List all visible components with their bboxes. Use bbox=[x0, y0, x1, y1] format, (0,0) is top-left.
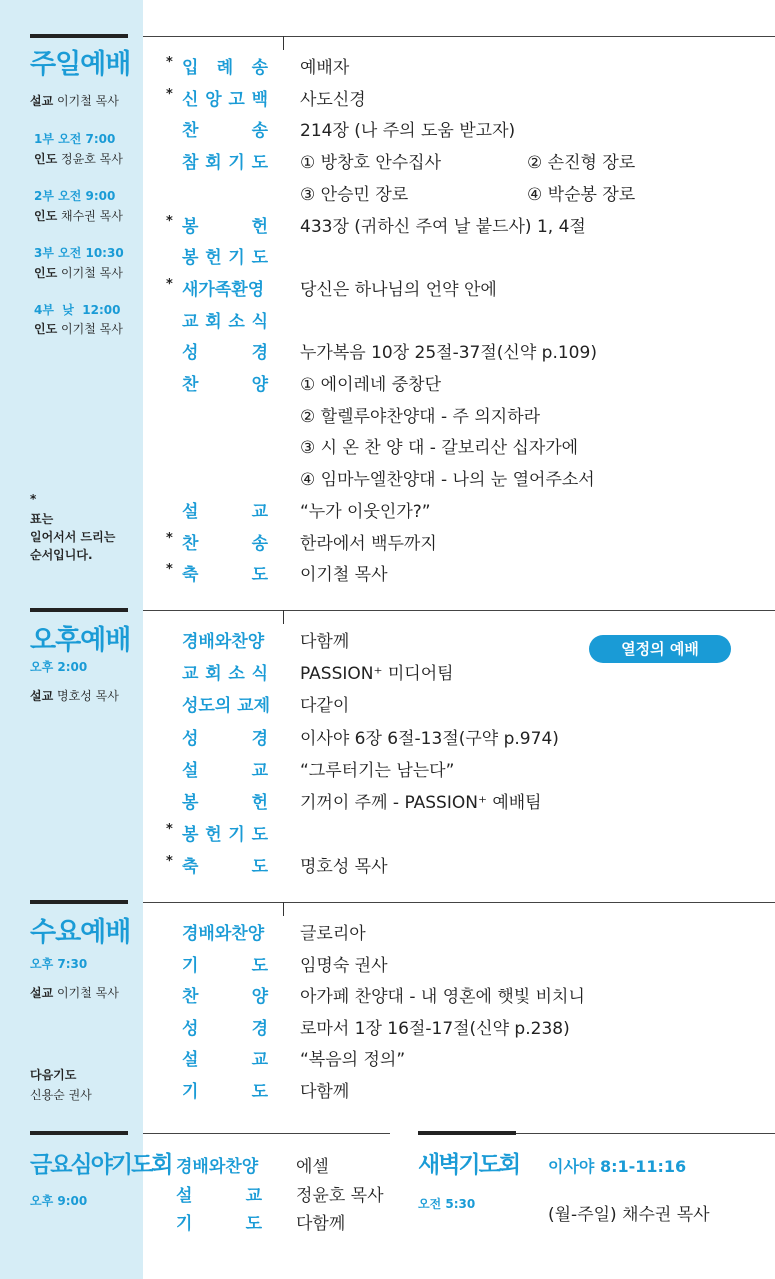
preacher-name: 이기철 목사 bbox=[57, 986, 119, 1000]
lead-name: 정윤호 목사 bbox=[61, 152, 123, 166]
section-divider-dark bbox=[30, 1131, 128, 1135]
afternoon-preacher bbox=[30, 687, 119, 704]
section-divider-dark bbox=[30, 900, 128, 904]
dawn-scripture: 이사야 8:1-11:16 bbox=[548, 1157, 687, 1176]
order-item-value: 아가페 찬양대 - 내 영혼에 햇빛 비치니 bbox=[300, 987, 585, 1008]
dawn-leader: (월-주일) 채수권 목사 bbox=[548, 1205, 710, 1225]
service-time: 2부 오전 9:00 bbox=[34, 189, 116, 203]
order-item-value: 이기철 목사 bbox=[300, 565, 388, 586]
divider-tick bbox=[283, 610, 284, 624]
order-item-value: 한라에서 백두까지 bbox=[300, 533, 437, 554]
order-item-label: 새가족환영 bbox=[182, 279, 265, 300]
service-leader bbox=[34, 320, 123, 337]
order-item-value: 다함께 bbox=[300, 1082, 350, 1102]
section-divider-light bbox=[143, 36, 775, 37]
preacher-name: 이기철 목사 bbox=[57, 94, 119, 108]
order-item-label: 신 앙 고 백 bbox=[182, 89, 268, 110]
divider-tick bbox=[283, 36, 284, 50]
order-item-value: 기꺼이 주께 - PASSION⁺ 예배팀 bbox=[300, 793, 542, 813]
service-time: 4부 낮 12:00 bbox=[34, 303, 121, 317]
order-item-value: 다함께 bbox=[296, 1214, 346, 1234]
order-item-label: 성 경 bbox=[182, 1018, 268, 1039]
dawn-time: 오전 5:30 bbox=[418, 1197, 476, 1211]
note-line: 순서입니다. bbox=[30, 548, 93, 562]
order-item-label: 설 교 bbox=[182, 760, 268, 781]
order-item-value: ② 손진형 장로 bbox=[527, 153, 636, 174]
order-item-value: “누가 이웃인가?” bbox=[300, 501, 431, 522]
order-item-label: 기 도 bbox=[182, 955, 268, 976]
order-item-label: 입 례 송 bbox=[182, 58, 268, 78]
order-item-value: 로마서 1장 16절-17절(신약 p.238) bbox=[300, 1018, 570, 1039]
lead-label: 인도 bbox=[34, 322, 58, 336]
order-item-label: 찬 양 bbox=[182, 375, 268, 395]
section-divider-light bbox=[516, 1133, 775, 1134]
order-item-value: 사도신경 bbox=[300, 89, 366, 110]
service-time: 1부 오전 7:00 bbox=[34, 132, 116, 146]
order-item-label: 교 회 소 식 bbox=[182, 311, 268, 332]
order-item-value: PASSION⁺ 미디어팀 bbox=[300, 664, 454, 685]
afternoon-time: 오후 2:00 bbox=[30, 660, 88, 674]
order-item-label: 찬 송 bbox=[182, 533, 268, 554]
order-item-value: ① 에이레네 중창단 bbox=[300, 375, 442, 395]
section-divider-light bbox=[143, 610, 775, 611]
order-item-value: 당신은 하나님의 언약 안에 bbox=[300, 279, 497, 300]
order-item-label: 경배와찬양 bbox=[182, 632, 265, 652]
order-item-value: ① 방창호 안수집사 bbox=[300, 153, 442, 174]
preacher-label: 설교 bbox=[30, 986, 54, 1000]
service-leader bbox=[34, 207, 123, 224]
service-time: 3부 오전 10:30 bbox=[34, 246, 124, 260]
note-star: * bbox=[30, 492, 37, 506]
standing-marker: * bbox=[166, 562, 173, 578]
friday-time: 오후 9:00 bbox=[30, 1194, 88, 1208]
order-item-label: 축 도 bbox=[182, 857, 268, 878]
lead-name: 채수권 목사 bbox=[61, 209, 123, 223]
order-item-value: 정윤호 목사 bbox=[296, 1185, 384, 1206]
order-item-value: 다함께 bbox=[300, 632, 350, 652]
wednesday-time: 오후 7:30 bbox=[30, 957, 88, 971]
order-item-value: ④ 임마누엘찬양대 - 나의 눈 열어주소서 bbox=[300, 470, 595, 491]
order-item-label: 성도의 교제 bbox=[182, 696, 271, 717]
order-item-label: 축 도 bbox=[182, 565, 268, 586]
order-item-value: ③ 시 온 찬 양 대 - 갈보리산 십자가에 bbox=[300, 438, 579, 459]
order-item-value: 누가복음 10장 25절-37절(신약 p.109) bbox=[300, 343, 597, 364]
standing-marker: * bbox=[166, 822, 173, 838]
order-item-value: 예배자 bbox=[300, 58, 350, 78]
order-item-label: 설 교 bbox=[182, 501, 268, 522]
next-prayer-label: 다음기도 bbox=[30, 1068, 77, 1082]
order-item-label: 기 도 bbox=[176, 1214, 262, 1234]
section-divider-dark bbox=[30, 34, 128, 38]
divider-tick bbox=[283, 902, 284, 916]
order-item-label: 경배와찬양 bbox=[182, 924, 265, 944]
wednesday-title: 수요예배 bbox=[30, 917, 131, 948]
note-line: 표는 bbox=[30, 512, 54, 526]
wednesday-preacher bbox=[30, 984, 119, 1001]
order-item-label: 봉 헌 기 도 bbox=[182, 825, 268, 846]
order-item-value: 214장 (나 주의 도움 받고자) bbox=[300, 121, 516, 142]
friday-title: 금요심야기도회 bbox=[30, 1152, 172, 1178]
lead-name: 이기철 목사 bbox=[61, 322, 123, 336]
standing-marker: * bbox=[166, 854, 173, 870]
section-divider-light bbox=[143, 902, 775, 903]
preacher-label: 설교 bbox=[30, 94, 54, 108]
order-item-value: ④ 박순봉 장로 bbox=[527, 184, 636, 205]
order-item-label: 설 교 bbox=[182, 1050, 268, 1071]
lead-label: 인도 bbox=[34, 152, 58, 166]
standing-marker: * bbox=[166, 276, 173, 292]
preacher-name: 명호성 목사 bbox=[57, 689, 119, 703]
next-prayer-person: 신용순 권사 bbox=[30, 1088, 92, 1102]
order-item-label: 참 회 기 도 bbox=[182, 153, 268, 174]
order-item-label: 교 회 소 식 bbox=[182, 664, 268, 685]
order-item-label: 성 경 bbox=[182, 343, 268, 364]
lead-label: 인도 bbox=[34, 209, 58, 223]
afternoon-title: 오후예배 bbox=[30, 625, 131, 656]
order-item-label: 봉 헌 기 도 bbox=[182, 248, 268, 269]
standing-marker: * bbox=[166, 55, 173, 70]
order-item-label: 성 경 bbox=[182, 728, 268, 749]
lead-name: 이기철 목사 bbox=[61, 266, 123, 280]
order-item-label: 봉 헌 bbox=[182, 216, 268, 237]
order-item-label: 기 도 bbox=[182, 1082, 268, 1102]
order-item-value: 명호성 목사 bbox=[300, 857, 388, 878]
order-item-label: 설 교 bbox=[176, 1185, 262, 1206]
standing-marker: * bbox=[166, 530, 173, 546]
dawn-title: 새벽기도회 bbox=[418, 1152, 520, 1178]
sunday-preacher bbox=[30, 92, 119, 109]
note-line: 일어서서 드리는 bbox=[30, 530, 116, 544]
section-divider-dark bbox=[30, 608, 128, 612]
order-item-label: 경배와찬양 bbox=[176, 1157, 259, 1177]
order-item-value: “그루터기는 남는다” bbox=[300, 760, 455, 781]
order-item-value: 글로리아 bbox=[300, 924, 366, 944]
order-item-value: ③ 안승민 장로 bbox=[300, 184, 409, 205]
order-item-label: 찬 송 bbox=[182, 121, 268, 142]
preacher-label: 설교 bbox=[30, 689, 54, 703]
service-leader bbox=[34, 150, 123, 167]
service-leader bbox=[34, 264, 123, 281]
order-item-label: 봉 헌 bbox=[182, 793, 268, 813]
order-item-value: 다같이 bbox=[300, 696, 350, 717]
order-item-value: 433장 (귀하신 주여 날 붙드사) 1, 4절 bbox=[300, 216, 586, 237]
order-item-value: 임명숙 권사 bbox=[300, 955, 388, 976]
order-item-value: “복음의 정의” bbox=[300, 1050, 406, 1071]
section-divider-dark bbox=[418, 1131, 516, 1135]
order-item-value: 에셀 bbox=[296, 1157, 329, 1177]
lead-label: 인도 bbox=[34, 266, 58, 280]
order-item-label: 찬 양 bbox=[182, 987, 268, 1008]
standing-marker: * bbox=[166, 86, 173, 102]
order-item-value: 이사야 6장 6절-13절(구약 p.974) bbox=[300, 728, 559, 749]
order-item-value: ② 할렐루야찬양대 - 주 의지하라 bbox=[300, 406, 541, 427]
section-divider-light bbox=[143, 1133, 390, 1134]
worship-badge: 열정의 예배 bbox=[589, 635, 731, 663]
standing-marker: * bbox=[166, 213, 173, 229]
sunday-title: 주일예배 bbox=[30, 49, 131, 80]
